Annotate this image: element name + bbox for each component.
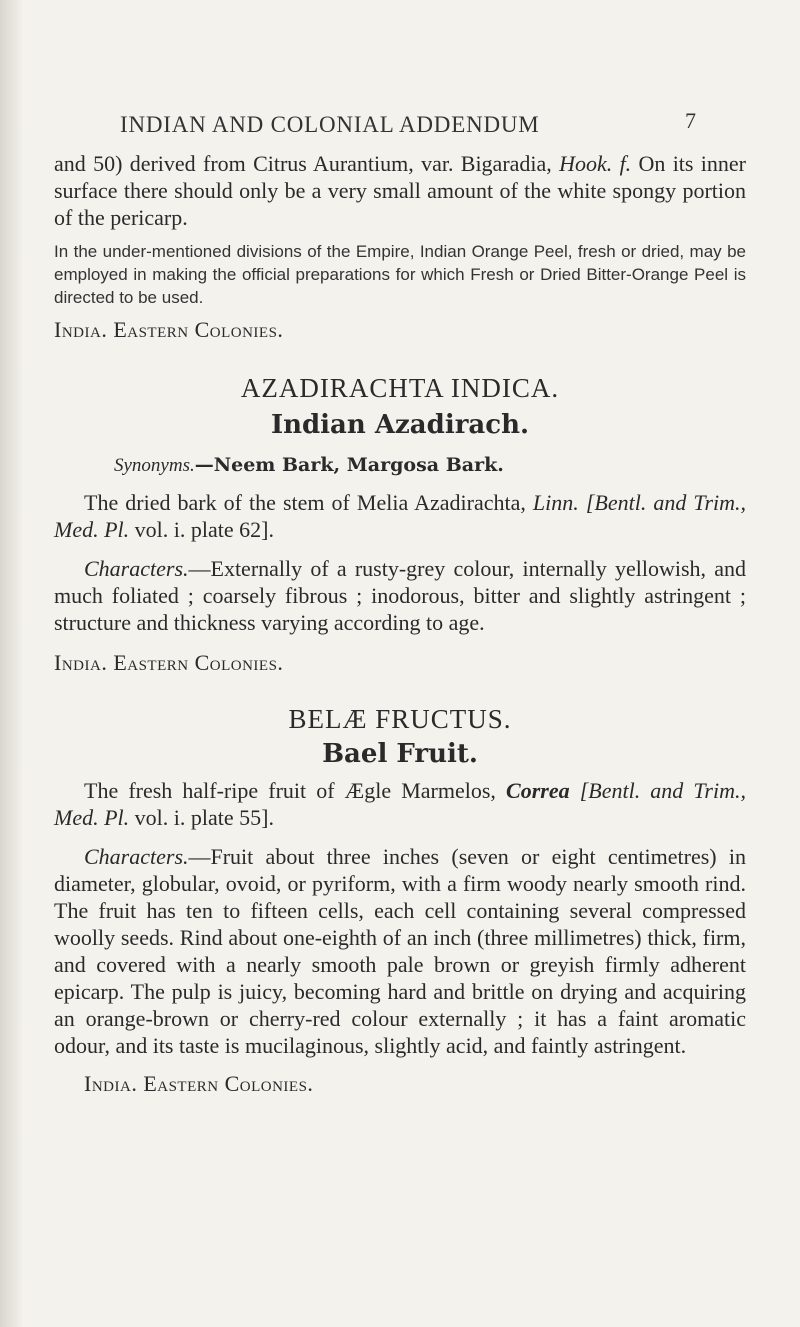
azadirachta-ref: [Bentl. and Trim., Med. Pl. bbox=[54, 490, 747, 542]
synonyms-value: —Neem Bark, Margosa Bark. bbox=[194, 454, 504, 476]
belae-title: BELÆ FRUCTUS. bbox=[288, 704, 512, 734]
belae-desc-text: The fresh half-ripe fruit of Ægle Marmelos, bbox=[84, 778, 496, 803]
intro-text-a: and 50) derived from Citrus Aurantium, var. Bigaradia, bbox=[54, 151, 552, 176]
azadirachta-description bbox=[54, 489, 746, 543]
azadirachta-desc-text: The dried bark of the stem of Melia Azadirachta, bbox=[84, 490, 526, 515]
substitution-note: In the under-mentioned divisions of the Empire, Indian Orange Peel, fresh or dried, may be employed in making the official preparations for which Fresh or Dried Bitter-Orange Peel is directed to be used. bbox=[54, 242, 746, 307]
azadirachta-subtitle: Indian Azadirach. bbox=[270, 410, 530, 440]
azadirachta-title: AZADIRACHTA INDICA. bbox=[240, 373, 560, 403]
belae-ref: [Bentl. and Trim., Med. Pl. bbox=[54, 778, 746, 830]
intro-author: Hook. f. bbox=[559, 151, 632, 176]
intro-regions: India. Eastern Colonies. bbox=[54, 317, 284, 342]
azadirachta-authority: Linn. bbox=[532, 490, 579, 515]
page-header bbox=[120, 108, 696, 142]
intro-text-b: On its inner surface there should only be a very small amount of the white spongy portion of the pericarp. bbox=[54, 151, 746, 230]
belae-regions: India. Eastern Colonies. bbox=[84, 1071, 314, 1096]
belae-characters-label: Characters. bbox=[84, 844, 189, 869]
azadirachta-ref-rest: vol. i. plate 62]. bbox=[129, 517, 274, 542]
page-number: 7 bbox=[685, 108, 696, 133]
azadirachta-synonyms bbox=[54, 450, 746, 479]
page-edge-shadow bbox=[0, 0, 24, 1327]
running-title: INDIAN AND COLONIAL ADDENDUM bbox=[120, 112, 540, 137]
belae-characters-text: —Fruit about three inches (seven or eight centimetres) in diameter, globular, ovoid, or pyriform, with a firm woody nearly smooth rind. The fruit has ten to fifteen cells, each cell containing several compressed woolly seeds. Rind about one-eighth of an inch (three millimetres) thick, firm, and covered with a nearly smooth pale brown or greyish firmly adherent epicarp. The pulp is juicy, becoming hard and brittle on drying and acquiring an orange-brown or cherry-red colour externally ; it has a faint aromatic odour, and its taste is mucilaginous, slightly acid, and faintly astringent. bbox=[54, 844, 746, 1058]
azadirachta-characters bbox=[54, 555, 746, 636]
belae-ref-rest: vol. i. plate 55]. bbox=[129, 805, 274, 830]
intro-paragraph bbox=[54, 150, 746, 231]
belae-description bbox=[54, 777, 746, 831]
belae-authority: Correa bbox=[506, 778, 570, 803]
synonyms-label: Synonyms. bbox=[114, 455, 195, 476]
characters-label: Characters. bbox=[84, 556, 189, 581]
page-body bbox=[54, 150, 746, 1097]
belae-subtitle: Bael Fruit. bbox=[322, 739, 478, 769]
azadirachta-regions: India. Eastern Colonies. bbox=[54, 650, 284, 675]
characters-text: —Externally of a rusty-grey colour, internally yellowish, and much foliated ; coarsely fibrous ; inodorous, bitter and slightly astringent ; structure and thickness varying according to age. bbox=[54, 556, 746, 635]
belae-characters bbox=[54, 843, 746, 1059]
